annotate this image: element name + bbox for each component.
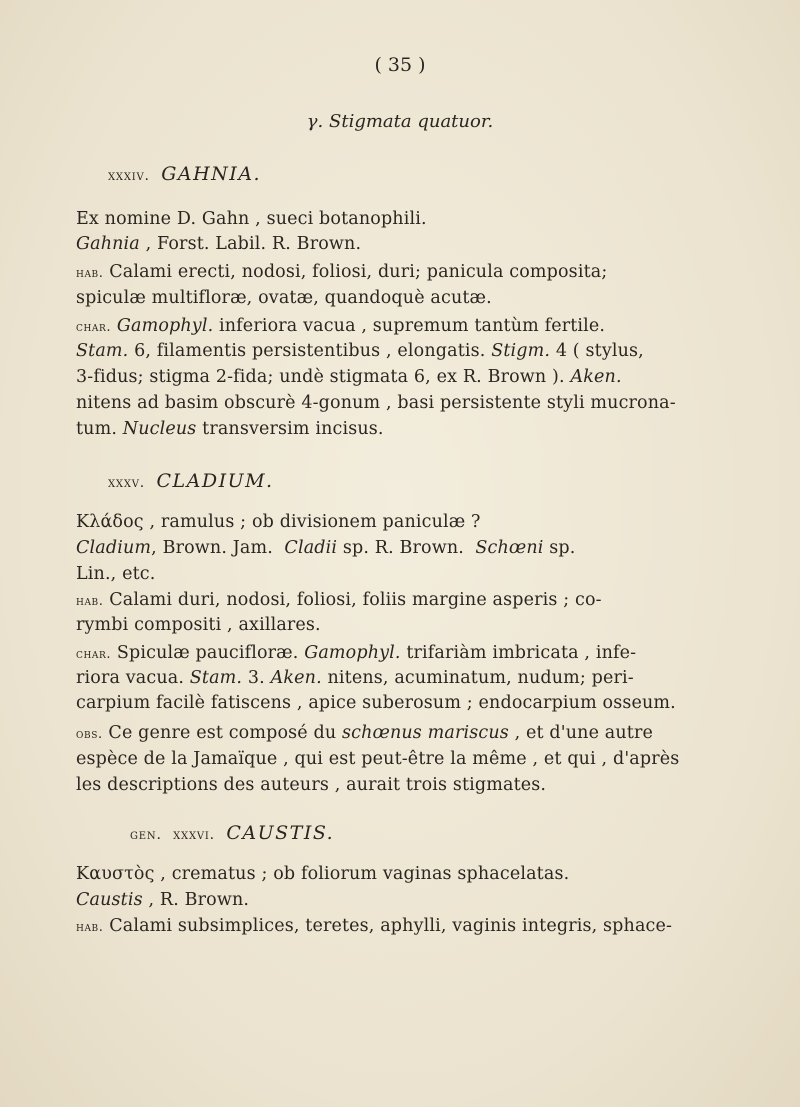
synonym-authors: Forst. Labil. R. Brown.: [157, 234, 362, 254]
etymology-greek: Καυστὸς: [76, 864, 155, 884]
char-gamophyl: Gamophyl.: [116, 316, 214, 336]
obs-species: schœnus mariscus: [342, 723, 509, 743]
synonym-schoeni: Schœni: [475, 538, 544, 558]
etymology-line: [76, 511, 481, 533]
genus-name: CLADIUM.: [156, 470, 274, 492]
hab-text: Calami erecti, nodosi, foliosi, duri; panicula composita;: [109, 262, 608, 282]
genus-heading-caustis: [130, 822, 334, 846]
genus-name: CAUSTIS.: [226, 822, 335, 844]
section-heading: [0, 111, 800, 132]
char-gamophyl: Gamophyl.: [304, 643, 401, 663]
genus-name: GAHNIA.: [161, 163, 262, 185]
char-line: [76, 315, 682, 339]
page-number: ( 35 ): [374, 54, 426, 76]
char-text: inferiora vacua , supremum tantùm fertile.: [219, 316, 606, 336]
synonym-sep: ,: [139, 234, 158, 254]
char-line-3: carpium facilè fatiscens , apice suberosum ; endocarpium osseum.: [76, 693, 676, 713]
hab-line: [76, 589, 602, 613]
hab-content: [76, 261, 607, 285]
char-text: riora vacua.: [76, 668, 185, 688]
synonymy-line: [76, 537, 575, 559]
char-content: [76, 315, 605, 339]
obs-text: , et d'une autre: [514, 723, 654, 743]
synonymy-line-2: Lin., etc.: [76, 564, 156, 584]
obs-text: Ce genre est composé du: [108, 723, 337, 743]
etymology-text: , crematus ; ob foliorum vaginas sphacelatas.: [160, 864, 570, 884]
char-text: tum.: [76, 419, 118, 439]
hab-line-2: spiculæ multifloræ, ovatæ, quandoquè acutæ.: [76, 288, 492, 308]
hab-label: hab.: [76, 594, 104, 609]
synonym-text: sp.: [549, 538, 576, 558]
char-text: 6, filamentis persistentibus , elongatis.: [134, 341, 486, 361]
char-text: trifariàm imbricata , infe-: [406, 643, 637, 663]
char-line-2: [76, 667, 634, 689]
section-heading-text: γ. Stigmata quatuor.: [306, 111, 494, 132]
genus-numeral: xxxv.: [108, 475, 146, 491]
synonym-genus: Caustis: [76, 890, 143, 910]
char-text: transversim incisus.: [202, 419, 384, 439]
synonymy-line: [76, 233, 361, 255]
char-aken: Aken.: [270, 668, 322, 688]
char-line-4: nitens ad basim obscurè 4-gonum , basi persistente styli mucrona-: [76, 393, 676, 413]
etymology-line: Ex nomine D. Gahn , sueci botanophili.: [76, 209, 427, 229]
char-aken: Aken.: [570, 367, 622, 387]
etymology-line: [76, 863, 569, 885]
char-text: 4 ( stylus,: [555, 341, 644, 361]
synonym-authors: R. Brown.: [159, 890, 250, 910]
etymology-greek: Κλάδος: [76, 512, 144, 532]
obs-line-2: espèce de la Jamaïque , qui est peut-être la même , et qui , d'après: [76, 749, 680, 769]
char-line-2: [76, 340, 644, 362]
hab-line-2: rymbi compositi , axillares.: [76, 615, 321, 635]
synonym-genus: Cladium: [76, 538, 152, 558]
char-stigm: Stigm.: [491, 341, 551, 361]
genus-heading-gahnia: [108, 163, 261, 187]
char-text: 3-fidus; stigma 2-fida; undè stigmata 6, ex R. Brown ).: [76, 367, 565, 387]
char-nucleus: Nucleus: [122, 419, 197, 439]
char-stam: Stam.: [189, 668, 243, 688]
hab-text: Calami subsimplices, teretes, aphylli, vaginis integris, sphace-: [109, 916, 673, 936]
char-line-3: [76, 366, 622, 388]
char-label: char.: [76, 320, 112, 335]
hab-line: [76, 261, 682, 285]
synonym-text: , Brown. Jam.: [151, 538, 273, 558]
synonym-genus: Gahnia: [76, 234, 140, 254]
genus-numeral: xxxvi.: [173, 827, 215, 843]
char-text: nitens, acuminatum, nudum; peri-: [327, 668, 634, 688]
genus-numeral: xxxiv.: [108, 168, 150, 184]
hab-label: hab.: [76, 920, 104, 935]
char-line: [76, 642, 636, 666]
genus-prefix: gen.: [130, 827, 162, 843]
obs-label: obs.: [76, 727, 103, 742]
synonym-text: sp. R. Brown.: [342, 538, 464, 558]
hab-label: hab.: [76, 266, 104, 281]
char-stam: Stam.: [76, 341, 129, 361]
synonymy-line: [76, 889, 249, 911]
obs-line: [76, 722, 653, 746]
char-line-5: [76, 418, 384, 440]
char-text: 3.: [247, 668, 265, 688]
hab-text: Calami duri, nodosi, foliosi, foliis margine asperis ; co-: [109, 590, 602, 610]
synonym-sep: ,: [142, 890, 160, 910]
genus-heading-cladium: [108, 470, 274, 494]
synonym-cladii: Cladii: [284, 538, 338, 558]
char-label: char.: [76, 647, 112, 662]
etymology-text: , ramulus ; ob divisionem paniculæ ?: [149, 512, 481, 532]
hab-line: [76, 915, 672, 939]
obs-line-3: les descriptions des auteurs , aurait trois stigmates.: [76, 775, 547, 795]
char-text: Spiculæ paucifloræ.: [116, 643, 299, 663]
